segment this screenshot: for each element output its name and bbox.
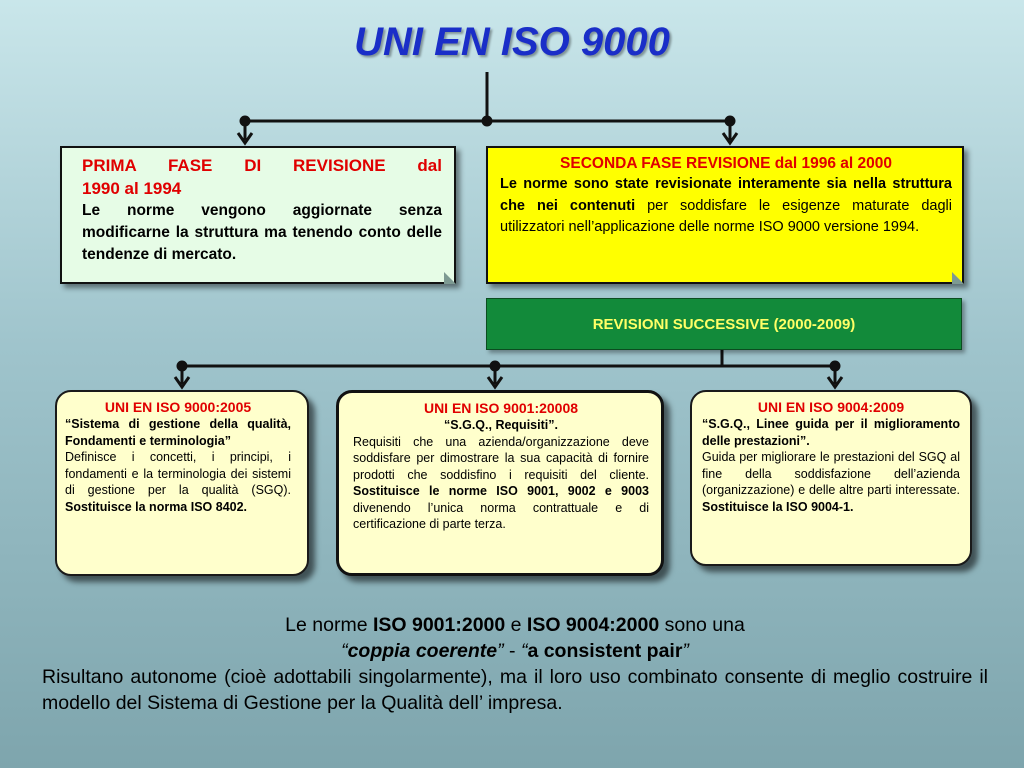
page-title: UNI EN ISO 9000 — [354, 20, 670, 64]
standard-description: Guida per migliorare le prestazioni del SGQ al fine della soddisfazione dell’azienda (organizzazione) e delle altre parti interessate. Sostituisce la ISO 9004-1. — [702, 450, 960, 514]
standard-card-9001 — [336, 390, 664, 576]
second-revision-text — [500, 174, 952, 239]
standard-subtitle: “S.G.Q., Linee guida per il miglioramento delle prestazioni”. — [702, 417, 960, 448]
standard-subtitle: “S.G.Q., Requisiti”. — [444, 418, 558, 432]
standard-title: UNI EN ISO 9004:2009 — [757, 399, 905, 415]
first-revision-text: Le norme vengono aggiornate senza modificarne la struttura ma tenendo conto delle tendenze di mercato. — [82, 202, 442, 263]
standard-card-9000 — [55, 390, 309, 576]
conclusion-paragraph: Risultano autonome (cioè adottabili singolarmente), ma il loro uso combinato consente di meglio costruire il modello del Sistema di Gestione per la Qualità dell’ impresa. — [42, 666, 988, 714]
second-revision-text-rest: per soddisfare le esigenze maturate dagli utilizzatori nell’applicazione delle norme ISO 9000 versione 1994. — [500, 197, 952, 235]
first-revision-box — [60, 146, 456, 284]
standard-title: UNI EN ISO 9001:20008 — [423, 400, 579, 416]
standard-subtitle: “Sistema di gestione della qualità, Fondamenti e terminologia” — [65, 417, 291, 448]
standard-description: Definisce i concetti, i principi, i fondamenti e la terminologia dei sistemi di gestione per la qualità (SGQ). Sostituisce la norma ISO 8402. — [65, 450, 291, 514]
standard-card-9004 — [690, 390, 972, 566]
conclusion-line-2: “coppia coerente” - “a consistent pair” — [341, 640, 689, 662]
first-revision-heading: PRIMA FASE DI REVISIONE dal — [82, 156, 442, 175]
standard-title: UNI EN ISO 9000:2005 — [104, 399, 252, 415]
standard-description: Requisiti che una azienda/organizzazione deve soddisfare per dimostrare la sua capacità di fornire prodotti che soddisfino i requisiti del cliente. Sostituisce le norme ISO 9001, 9002 e 9003 divenendo l’unica norma contrattuale e di certificazione di parte terza. — [353, 434, 649, 531]
second-revision-heading: SECONDA FASE REVISIONE dal 1996 al 2000 — [560, 155, 892, 172]
conclusion-line-1: Le norme ISO 9001:2000 e ISO 9004:2000 sono una — [285, 614, 745, 636]
second-revision-text-bold: Le norme sono state revisionate interamente sia nella struttura che nei contenuti — [500, 176, 952, 214]
second-revision-box — [486, 146, 964, 284]
branch-dot-center — [483, 117, 491, 125]
first-revision-heading-years: 1990 al 1994 — [82, 179, 182, 198]
successive-revisions-box: REVISIONI SUCCESSIVE (2000-2009) — [486, 298, 962, 350]
conclusion-text — [42, 612, 988, 716]
